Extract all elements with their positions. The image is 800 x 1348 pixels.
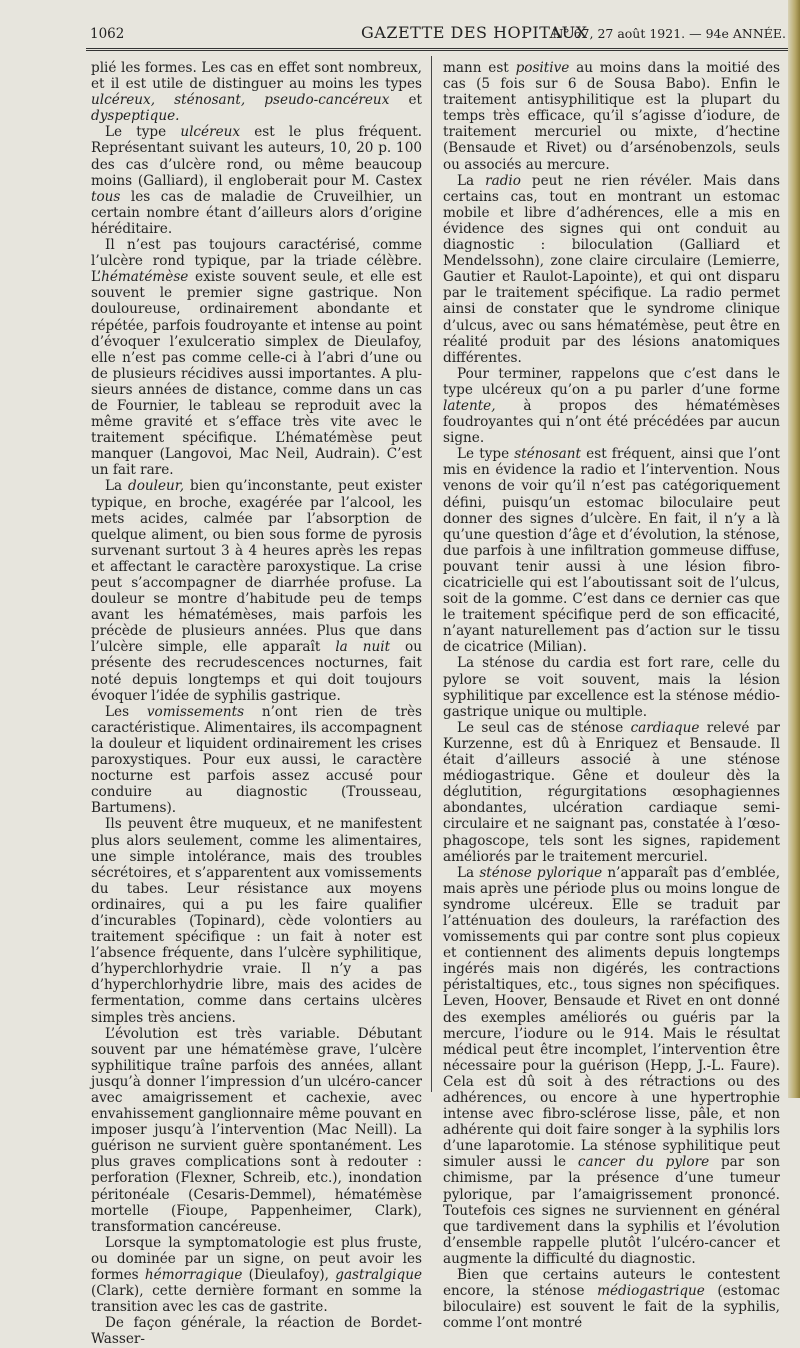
- text-run: Les: [105, 703, 147, 720]
- paragraph: [91, 124, 422, 237]
- paragraph: [443, 865, 780, 1267]
- text-run: bien qu’inconstante, peut exister typique, en broche, exagérée par l’alcool, les mets acides, calmée par l’absorption de quelque aliment, ou bien sous forme de pyrosis survenant surtout 3 à 4 heures après les repas et affectant le caractère paroxystique. La crise peut s’accompagner de diarrhée profuse. La douleur se montre d’habitude peu de temps avant les hématémèses, mais parfois les précède de plusieurs années. Plus que dans l’ulcère simple, elle apparaît: [91, 478, 422, 656]
- paragraph: [443, 366, 780, 446]
- text-run: Le type: [457, 446, 515, 463]
- header-rule: [86, 48, 788, 51]
- page-edge: [788, 0, 800, 1098]
- italic-run: médiogastrique: [597, 1283, 705, 1300]
- paragraph: [91, 816, 422, 1025]
- italic-run: vomissements: [146, 703, 245, 720]
- paragraph: [443, 173, 780, 366]
- text-run: (Clark), cette dernière formant en somme la transition avec les cas de gastrite.: [91, 1283, 422, 1316]
- italic-run: hématémèse: [101, 269, 189, 286]
- italic-run: cardiaque: [630, 719, 700, 736]
- page-header: [86, 22, 786, 46]
- paragraph: [443, 720, 780, 865]
- text-run: existe souvent seule, et elle est souvent le premier signe gastrique. Non douloureuse, ordinairement abondante et répétée, parfois foudroyante et intense au point d’évoquer l’exulceratio simplex de Dieulafoy, elle n’est pas comme celle-ci à l’abri d’une ou de plusieurs récidives aussi importantes. A plusieurs années de distance, comme dans un cas de Fournier, le tableau se reproduit avec la même gravité et s’efface très vite avec le traitement spécifique. L’hématémèse peut manquer (Langovoi, Mac Neil, Audrain). C’est un fait rare.: [91, 269, 422, 479]
- text-run: Ils peuvent être muqueux, et ne manifestent plus alors seulement, comme les alimentaires, une simple intolérance, mais des troubles sécrétoires, et s’apparentent aux vomissements du tabes. Leur résistance aux moyens ordinaires, qui a pu les faire qualifier d’incurables (Topinard), cède volontiers au traitement spécifique : un fait à noter est l’absence fréquente, dans l’ulcère syphilitique, d’hyperchlorhydrie vraie. Il n’y a pas d’hyperchlorhydrie libre, mais des acides de fermentation, comme dans certains ulcères simples très anciens.: [91, 816, 422, 1026]
- paragraph: [443, 655, 780, 719]
- italic-run: douleur,: [128, 478, 185, 495]
- text-run: De façon générale, la réaction de Bordet-Wasser-: [91, 1315, 422, 1348]
- journal-title: GAZETTE DES HOPITAUX: [361, 23, 588, 42]
- paragraph: [91, 1026, 422, 1235]
- italic-run: latente,: [443, 397, 496, 414]
- italic-run: gastralgique: [335, 1267, 422, 1284]
- text-run: mann est: [443, 60, 516, 76]
- paragraph: [91, 1235, 422, 1315]
- paragraph: [91, 704, 422, 817]
- text-run: relevé par Kurzenne, est dû à Enriquez et Bensaude. Il était d’ailleurs associé à une sténose médiogastrique. Gêne et douleur dès la déglutition, régurgitations œsophagiennes abondantes, ulcération cardiaque semi-circulaire et ne saignant pas, constatée à l’œsophagoscope, tels sont les signes, rapidement améliorés par le traitement mercuriel.: [443, 719, 780, 865]
- paragraph: [443, 1267, 780, 1331]
- text-run: Le seul cas de sténose: [457, 719, 631, 736]
- right-column: [443, 60, 780, 1331]
- text-run: n’ont rien de très caractéristique. Alimentaires, ils accompagnent la douleur et liquident ordinairement les crises paroxystiques. Pour eux aussi, le caractère nocturne est parfois assez accusé pour conduire au diagnostic (Trousseau, Bartumens).: [91, 703, 422, 817]
- issue-info: N° 67, 27 août 1921. — 94e ANNÉE.: [552, 26, 786, 41]
- paragraph: [443, 446, 780, 655]
- text-run: Il n’est pas toujours caractérisé, comme l’ulcère rond typique, par la triade célèbre. L’: [91, 237, 422, 286]
- italic-run: sténosant: [514, 446, 582, 463]
- text-run: Pour terminer, rappelons que c’est dans le type ulcéreux qu’on a pu parler d’une forme: [443, 365, 780, 398]
- italic-run: positive: [515, 60, 570, 76]
- text-run: plié les formes. Les cas en effet sont nombreux, et il est utile de distinguer au moins les types: [91, 60, 422, 93]
- italic-run: la nuit: [335, 639, 391, 656]
- italic-run: hémorragique: [144, 1267, 243, 1284]
- text-run: Bien que certains auteurs le contestent encore, la sténose: [443, 1267, 780, 1300]
- text-run: est fréquent, ainsi que l’ont mis en évidence la radio et l’intervention. Nous venons de voir qu’il n’est pas catégoriquement défini, puisqu’un estomac biloculaire peut donner des signes d’ulcère. En fait, il n’y a là qu’une question d’âge et d’évolution, la sténose, due parfois à une infiltration gommeuse diffuse, pouvant tenir aussi à une lésion fibro-cicatricielle qui est l’aboutissant soit de l’ulcus, soit de la gomme. C’est dans ce dernier cas que le traitement spécifique perd de son efficacité, n’ayant naturellement pas d’action sur le tissu de cicatrice (Milian).: [443, 446, 780, 656]
- text-run: (estomac biloculaire) est souvent le fait de la syphilis, comme l’ont montré: [443, 1283, 780, 1332]
- text-run: (Dieulafoy),: [242, 1267, 336, 1284]
- text-run: n’apparaît pas d’emblée, mais après une période plus ou moins longue de syndrome ulcéreux. Elle se traduit par l’atténuation des douleurs, la raréfaction des vomissements qui par contre sont plus copieux et contiennent des aliments depuis longtemps ingérés mais non digérés, les contractions péristaltiques, etc., tous signes non spécifiques. Leven, Hoover, Bensaude et Rivet en ont donné des exemples améliorés ou guéris par la mercure, l’iodure ou le 914. Mais le résultat médical peut être incomplet, l’intervention être nécessaire pour la guérison (Hepp, J.-L. Faure). Cela est dû soit à des rétractions ou des adhérences, ou encore à une hypertrophie intense avec fibro-sclérose lisse, pâle, et non adhérente qui doit faire songer à la syphilis lors d’une laparotomie. La sténose syphilitique peut simuler aussi le: [443, 864, 781, 1171]
- text-run: La: [457, 864, 480, 881]
- paragraph: [91, 237, 422, 478]
- italic-run: tous: [91, 188, 121, 205]
- paragraph: [443, 60, 780, 173]
- text-run: Le type: [105, 124, 181, 141]
- text-run: et: [389, 92, 422, 109]
- italic-run: sténose pylorique: [479, 864, 603, 881]
- italic-run: ulcéreux, sténosant, pseudo-cancéreux: [91, 92, 390, 109]
- page-number: 1062: [90, 26, 125, 42]
- italic-run: radio: [485, 172, 521, 189]
- text-run: ou présente des recrudescences nocturnes, fait noté depuis longtemps et qui doit toujours évoquer l’idée de syphilis gastrique.: [91, 639, 422, 704]
- text-run: peut ne rien révéler. Mais dans certains cas, tout en montrant un estomac mobile et libre d’adhérences, elle a mis en évidence des signes qui ont conduit au diagnostic : biloculation (Galliard et Mendelssohn), zone claire circulaire (Lemierre, Gautier et Raulot-Lapointe), et qui ont disparu par le traitement spécifique. La radio permet ainsi de constater que le syndrome clinique d’ulcus, avec ou sans hématémèse, peut être en réalité produit par des lésions anatomiques différentes.: [443, 172, 780, 366]
- text-run: au moins dans la moitié des cas (5 fois sur 6 de Sousa Babo). Enfin le traitement antisyphilitique est la plupart du temps très efficace, qu’il s’agisse d’iodure, de traitement mercuriel ou mixte, d’hectine (Bensaude et Rivet) ou d’arsénobenzols, seuls ou associés au mercure.: [443, 60, 780, 173]
- italic-run: ulcéreux: [180, 124, 241, 141]
- text-run: à propos des hématémèses foudroyantes qui n’ont été précédées par aucun signe.: [443, 397, 780, 447]
- text-run: La: [457, 172, 486, 189]
- paragraph: [91, 478, 422, 703]
- italic-run: cancer du pylore: [577, 1154, 710, 1171]
- text-run: Lorsque la symptomatologie est plus fruste, ou dominée par un signe, on peut avoir les formes: [91, 1234, 422, 1284]
- text-run: L’évolution est très variable. Débutant souvent par une hématémèse grave, l’ulcère syphilitique traîne parfois des années, allant jusqu’à donner l’impression d’un ulcéro-cancer avec amaigrissement et cachexie, avec envahissement ganglionnaire même pouvant en imposer jusqu’à l’intervention (Mac Neill). La guérison ne survient guère spontanément. Les plus graves complications sont à redouter : perforation (Flexner, Schreib, etc.), inondation péritonéale (Cesaris-Demmel), hématémèse mortelle (Fioupe, Pappenheimer, Clark), transformation cancéreuse.: [91, 1025, 422, 1235]
- text-run: par son chimisme, par la présence d’une tumeur pylorique, par l’amaigrissement prononcé. Toutefois ces signes ne surviennent en général que tardivement dans la syphilis et l’évolution d’ensemble rappelle plutôt l’ulcéro-cancer et augmente la difficulté du diagnostic.: [443, 1154, 780, 1267]
- text-run: La: [105, 478, 128, 495]
- text-run: les cas de maladie de Cruveilhier, un certain nombre étant d’ailleurs alors d’origine héréditaire.: [91, 188, 422, 237]
- text-run: est le plus fréquent. Représentant suivant les auteurs, 10, 20 p. 100 des cas d’ulcère rond, ou même beaucoup moins (Galliard), il engloberait pour M. Castex: [91, 124, 422, 189]
- paragraph: [91, 1315, 422, 1347]
- column-divider: [431, 56, 432, 1092]
- italic-run: dyspeptique.: [91, 108, 180, 125]
- paragraph: [91, 60, 422, 124]
- text-run: La sténose du cardia est fort rare, celle du pylore se voit souvent, mais la lésion syphilitique par excellence est la sténose médio-gastrique unique ou multiple.: [443, 655, 780, 720]
- left-column: [91, 60, 422, 1348]
